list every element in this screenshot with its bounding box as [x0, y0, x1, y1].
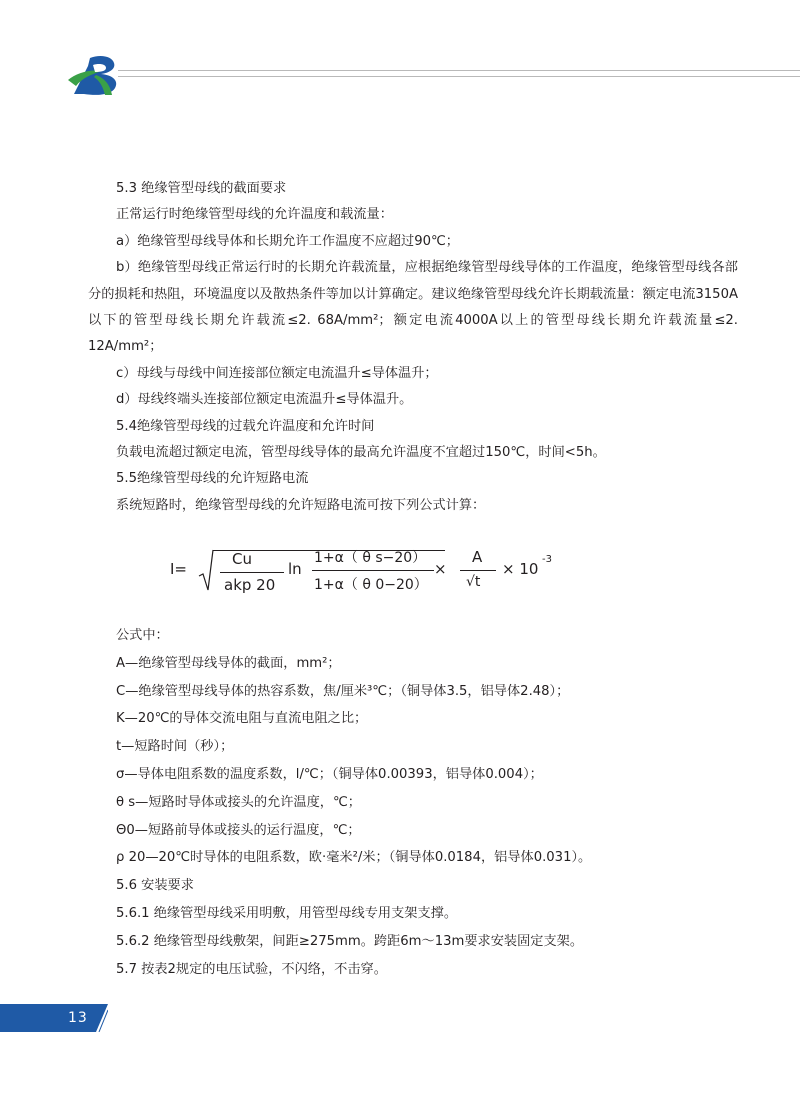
section-5-6-2: 5.6.2 绝缘管型母线敷架，间距≥275mm。跨距6m～13m要求安装固定支架。: [116, 933, 584, 949]
frac3-denominator: √t: [466, 574, 481, 590]
short-circuit-formula: [170, 540, 590, 600]
definition-A: A—绝缘管型母线导体的截面，mm²；: [116, 655, 341, 671]
definition-sigma: σ—导体电阻系数的温度系数，l/℃；（铜导体0.00393，铝导体0.004）；: [116, 766, 543, 782]
section-5-6-title: 5.6 安装要求: [116, 878, 194, 894]
definitions-intro: 公式中：: [116, 628, 169, 643]
section-5-5-text: 系统短路时，绝缘管型母线的允许短路电流可按下列公式计算：: [116, 497, 486, 513]
page-number-tab: [0, 1004, 108, 1032]
clause-d: d）母线终端头连接部位额定电流温升≤导体温升。: [116, 392, 413, 408]
definition-theta-0: Θ0—短路前导体或接头的运行温度，℃；: [116, 822, 361, 838]
section-5-3-intro: 正常运行时绝缘管型母线的允许温度和载流量：: [116, 207, 393, 223]
section-5-5-title: 5.5绝缘管型母线的允许短路电流: [116, 471, 309, 487]
document-body: [88, 176, 738, 519]
definition-K: K—20℃的导体交流电阻与直流电阻之比；: [116, 711, 368, 727]
frac1-bar: [220, 572, 284, 573]
brand-logo-icon: [66, 54, 124, 96]
frac3-numerator: A: [472, 548, 483, 566]
frac1-numerator: Cu: [232, 550, 252, 568]
section-5-4-text: 负载电流超过额定电流，管型母线导体的最高允许温度不宜超过150℃，时间<5h。: [116, 444, 606, 460]
section-5-4-title: 5.4绝缘管型母线的过载允许温度和允许时间: [116, 418, 375, 434]
definition-t: t—短路时间（秒）；: [116, 739, 234, 755]
formula-lhs: I=: [170, 560, 187, 578]
sqrt-sign-icon: [198, 548, 214, 592]
definition-rho: ρ 20—20℃时导体的电阻系数，欧·毫米²/米；（铜导体0.0184，铝导体0.031）。: [116, 850, 592, 866]
frac3-bar: [460, 570, 496, 571]
times-operator-2: × 10: [502, 560, 539, 578]
header-rule-bottom: [118, 76, 800, 77]
formula-exponent: -3: [542, 554, 552, 565]
definition-theta-s: θ s—短路时导体或接头的允许温度，℃；: [116, 794, 361, 810]
definition-C: C—绝缘管型母线导体的热容系数，焦/厘米³℃；（铜导体3.5，铝导体2.48）；: [116, 683, 570, 699]
frac1-denominator: akp 20: [224, 576, 276, 594]
clause-a: a）绝缘管型母线导体和长期允许工作温度不应超过90℃；: [116, 233, 459, 249]
ln-operator: ln: [288, 560, 302, 578]
page-number: 13: [68, 1010, 88, 1026]
clause-b: b）绝缘管型母线正常运行时的长期允许载流量，应根据绝缘管型母线导体的工作温度，绝缘管型母线各部分的损耗和热阻，环境温度以及散热条件等加以计算确定。建议绝缘管型母线允许长期载流量：额定电流3150A以下的管型母线长期允许载流≤2. 68A/mm²；额定电流4000A以上的管型母线长期允许载流量≤2. 12A/mm²；: [88, 260, 738, 355]
times-operator-1: ×: [434, 560, 447, 578]
formula-definitions: [116, 622, 776, 983]
section-5-6-1: 5.6.1 绝缘管型母线采用明敷，用管型母线专用支架支撑。: [116, 905, 458, 921]
frac2-numerator: 1+α（ θ s−20）: [314, 550, 427, 566]
section-5-7: 5.7 按表2规定的电压试验，不闪络，不击穿。: [116, 961, 387, 977]
header-rule-top: [118, 70, 800, 71]
clause-c: c）母线与母线中间连接部位额定电流温升≤导体温升；: [116, 365, 438, 381]
section-5-3-title: 5.3 绝缘管型母线的截面要求: [116, 181, 287, 196]
frac2-bar: [312, 570, 434, 571]
frac2-denominator: 1+α（ θ 0−20）: [314, 577, 428, 593]
